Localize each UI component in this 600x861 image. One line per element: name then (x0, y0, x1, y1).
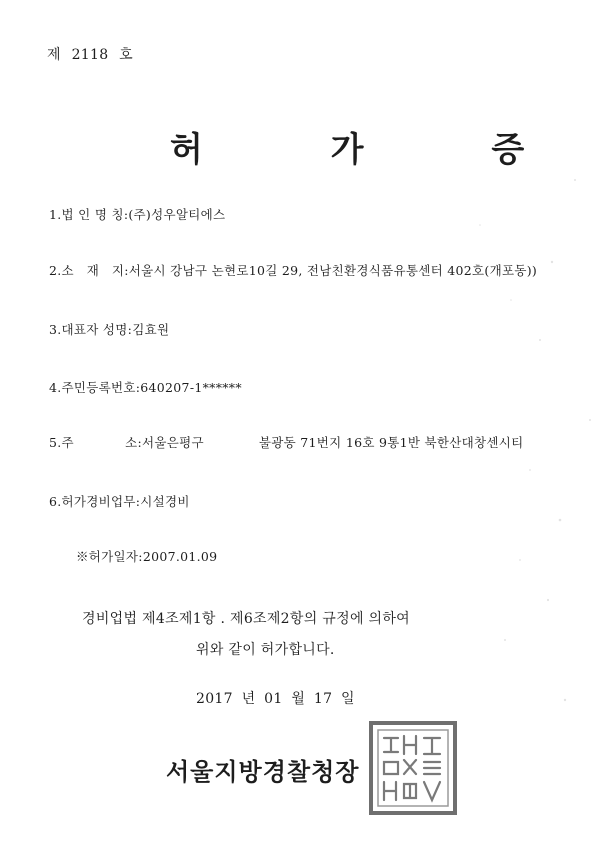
field-value: (주)성우알티에스 (128, 207, 226, 222)
field-label: 3.대표자 성명: (49, 322, 133, 337)
issuer-name: 서울지방경찰청장 (166, 757, 360, 786)
issue-date: 2017 년 01 월 17 일 (196, 691, 355, 707)
field-label: 2.소 재 지: (49, 263, 129, 278)
field-label: 5.주 소: (49, 435, 142, 450)
field-label: 6.허가경비업무: (49, 494, 141, 509)
field-address (49, 433, 524, 451)
field-value: 김효원 (132, 322, 170, 337)
field-value-detail: 불광동 71번지 16호 9통1반 북한산대창센시티 (258, 435, 524, 450)
permit-date-note (76, 547, 217, 565)
field-value: 640207-1****** (140, 380, 242, 395)
field-label: 1.법 인 명 칭: (49, 207, 129, 222)
field-location (49, 261, 537, 279)
field-representative (49, 320, 169, 338)
statement-line-1: 경비업법 제4조제1항 . 제6조제2항의 규정에 의하여 (82, 611, 410, 627)
field-value: 시설경비 (140, 494, 190, 509)
official-seal (368, 720, 458, 816)
note-value: 2007.01.09 (142, 549, 218, 564)
field-resident-id (49, 378, 242, 396)
field-label: 4.주민등록번호: (49, 380, 141, 395)
document-title: 허 가 증 (170, 130, 583, 170)
note-label: ※허가일자: (76, 549, 143, 564)
field-business (49, 492, 190, 510)
document-number: 제 2118 호 (47, 47, 133, 63)
statement-line-2: 위와 같이 허가합니다. (196, 642, 335, 658)
field-value: 서울시 강남구 논현로10길 29, 전남친환경식품유통센터 402호(개포동)) (128, 263, 538, 278)
field-corp-name (49, 205, 225, 223)
field-value: 서울은평구 (142, 435, 204, 450)
